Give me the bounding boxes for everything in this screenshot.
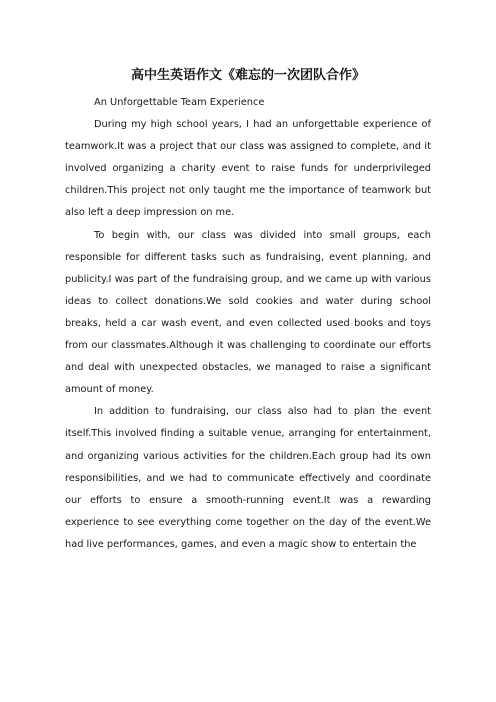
paragraph: During my high school years, I had an unforgettable experience of teamwork.It was a project that our class was assigned to complete, and it involved organizing a charity event to raise funds for underprivileged children.This project not only taught me the importance of teamwork but also left a deep impression on me. <box>65 119 431 219</box>
document-title: 高中生英语作文《难忘的一次团队合作》 <box>130 68 365 83</box>
paragraph: To begin with, our class was divided into small groups, each responsible for different tasks such as fundraising, event planning, and publicity.I was part of the fundraising group, and we came up with various ideas to collect donations.We sold cookies and water during school breaks, held a car wash event, and even collected used books and toys from our classmates.Although it was challenging to coordinate our efforts and deal with unexpected obstacles, we managed to raise a significant amount of money. <box>65 229 431 396</box>
document-body <box>65 92 431 556</box>
essay-subtitle: An Unforgettable Team Experience <box>94 97 265 108</box>
paragraph: In addition to fundraising, our class also had to plan the event itself.This involved finding a suitable venue, arranging for entertainment, and organizing various activities for the children.Each group had its own responsibilities, and we had to communicate effectively and coordinate our efforts to ensure a smooth-running event.It was a rewarding experience to see everything come together on the day of the event.We had live performances, games, and even a magic show to entertain the <box>65 406 431 550</box>
